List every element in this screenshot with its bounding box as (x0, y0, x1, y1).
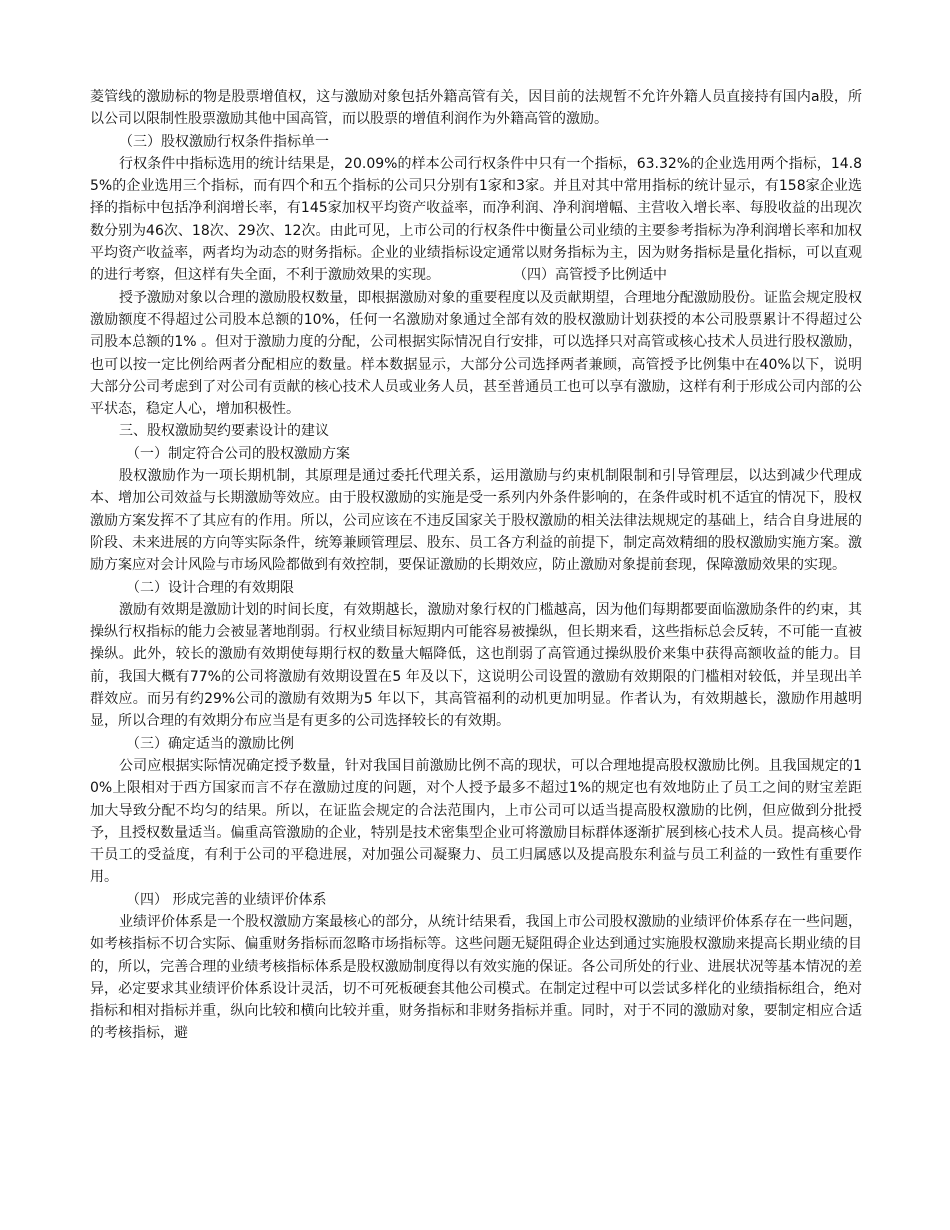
heading-validity-period: （二）设计合理的有效期限 (126, 579, 294, 596)
paragraph-validity-period: 激励有效期是激励计划的时间长度，有效期越长，激励对象行权的门槛越高，因为他们每期都要面临激励条件的约束，其操纵行权指标的能力会被显著地削弱。行权业绩目标短期内可能容易被操纵，但长期来看，这些指标总会反转，不可能一直被操纵。此外，较长的激励有效期使每期行权的数量大幅降低，这也削弱了高管通过操纵股价来集中获得高额收益的能力。目前，我国大概有77%的公司将激励有效期设置在5 年及以下，这说明公司设置的激励有效期限的门槛相对较低，并呈现出羊群效应。而另有约29%公司的激励有效期为5 年以下，其高管福利的动机更加明显。作者认为，有效期越长，激励作用越明显，所以合理的有效期分布应当是有更多的公司选择较长的有效期。 (90, 601, 862, 730)
paragraph-continuation: 菱管线的激励标的物是股票增值权，这与激励对象包括外籍高管有关，因目前的法规暂不允许外籍人员直接持有国内a股，所以公司以限制性股票激励其他中国高管，而以股票的增值利润作为外籍高管的激励。 (90, 89, 862, 128)
heading-section-three: 三、股权激励契约要素设计的建议 (119, 423, 329, 440)
heading-exercise-conditions: （三）股权激励行权条件指标单一 (119, 133, 329, 150)
heading-performance-evaluation: （四） 形成完善的业绩评价体系 (126, 891, 327, 908)
heading-incentive-plan: （一）制定符合公司的股权激励方案 (126, 445, 350, 462)
heading-grant-ratio: （四）高管授予比例适中 (520, 267, 667, 284)
paragraph-incentive-plan: 股权激励作为一项长期机制，其原理是通过委托代理关系，运用激励与约束机制限制和引导管理层，以达到减少代理成本、增加公司效益与长期激励等效应。由于股权激励的实施是受一系列内外条件影响的，在条件或时机不适宜的情况下，股权激励方案发挥不了其应有的作用。所以，公司应该在不违反国家关于股权激励的相关法律法规规定的基础上，结合自身进展的阶段、未来进展的方向等实际条件，统筹兼顾管理层、股东、员工各方利益的前提下，制定高效精细的股权激励实施方案。激励方案应对会计风险与市场风险都做到有效控制，要保证激励的长期效应，防止激励对象提前套现，保障激励效果的实现。 (90, 468, 862, 574)
paragraph-exercise-conditions-text: 行权条件中指标选用的统计结果是，20.09%的样本公司行权条件中只有一个指标，63.32%的企业选用两个指标，14.85%的企业选用三个指标，而有四个和五个指标的公司只分别有1家和3家。并且对其中常用指标的统计显示，有158家企业选择的指标中包括净利润增长率，有145家加权平均资产收益率，而净利润、净利润增幅、主营收入增长率、每股收益的出现次数分别为46次、18次、29次、12次。由此可见，上市公司的行权条件中衡量公司业绩的主要参考指标为净利润增长率和加权平均资产收益率，两者均为动态的财务指标。企业的业绩指标设定通常以财务指标为主，因为财务指标是量化指标，可以直观的进行考察，但这样有失全面，不利于激励效果的实现。 (90, 155, 862, 284)
heading-incentive-ratio: （三）确定适当的激励比例 (126, 735, 294, 752)
paragraph-exercise-conditions (90, 153, 862, 287)
paragraph-performance-evaluation: 业绩评价体系是一个股权激励方案最核心的部分，从统计结果看，我国上市公司股权激励的业绩评价体系存在一些问题，如考核指标不切合实际、偏重财务指标而忽略市场指标等。这些问题无疑阻碍企业达到通过实施股权激励来提高长期业绩的目的，所以，完善合理的业绩考核指标体系是股权激励制度得以有效实施的保证。各公司所处的行业、进展状况等基本情况的差异，必定要求其业绩评价体系设计灵活，切不可死板硬套其他公司模式。在制定过程中可以尝试多样化的业绩指标组合，绝对指标和相对指标并重，纵向比较和横向比较并重，财务指标和非财务指标并重。同时，对于不同的激励对象，要制定相应合适的考核指标，避 (90, 913, 862, 1042)
paragraph-grant-ratio: 授予激励对象以合理的激励股权数量，即根据激励对象的重要程度以及贡献期望，合理地分配激励股份。证监会规定股权激励额度不得超过公司股本总额的10%，任何一名激励对象通过全部有效的股权激励计划获授的本公司股票累计不得超过公司股本总额的1% 。但对于激励力度的分配，公司根据实际情况自行安排，可以选择只对高管或核心技术人员进行股权激励，也可以按一定比例给两者分配相应的数量。样本数据显示，大部分公司选择两者兼顾，高管授予比例集中在40%以下，说明大部分公司考虑到了对公司有贡献的核心技术人员或业务人员，甚至普通员工也可以享有激励，这样有利于形成公司内部的公平状态，稳定人心，增加积极性。 (90, 289, 862, 418)
document-page (90, 86, 862, 1045)
paragraph-incentive-ratio: 公司应根据实际情况确定授予数量，针对我国目前激励比例不高的现状，可以合理地提高股权激励比例。且我国规定的10%上限相对于西方国家而言不存在激励过度的问题，对个人授予最多不超过1%的规定也有效地防止了员工之间的财宝差距加大导致分配不均匀的结果。所以，在证监会规定的合法范围内，上市公司可以适当提高股权激励的比例，但应做到分批授予，且授权数量适当。偏重高管激励的企业，特别是技术密集型企业可将激励目标群体逐渐扩展到核心技术人员。提高核心骨干员工的受益度，有利于公司的平稳进展，对加强公司凝聚力、员工归属感以及提高股东利益与员工利益的一致性有重要作用。 (90, 757, 862, 886)
